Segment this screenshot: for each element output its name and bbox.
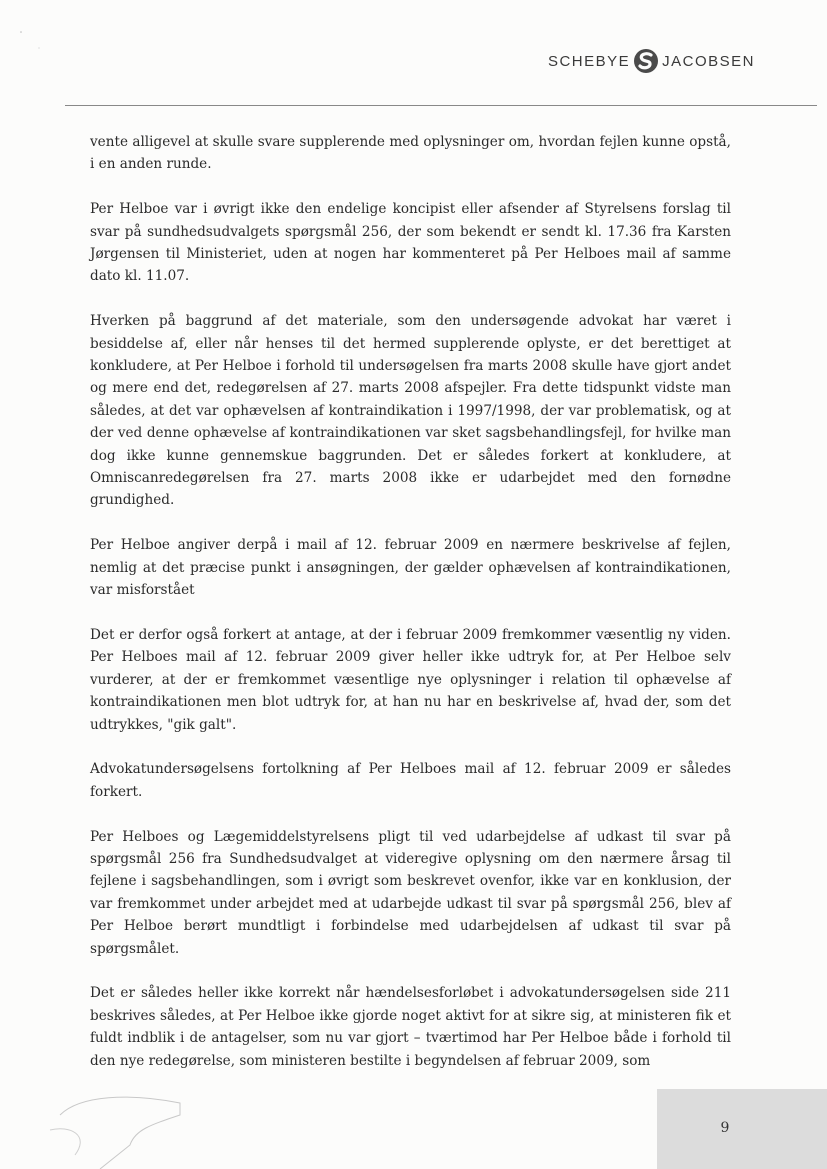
paragraph: Per Helboe angiver derpå i mail af 12. februar 2009 en nærmere beskrivelse af fejlen, nemlig at det præcise punkt i ansøgningen, der gælder ophævelsen af kontraindikationen, var misforstået	[90, 537, 731, 599]
document-body	[90, 131, 731, 1094]
header-divider	[65, 105, 817, 106]
company-logo	[548, 48, 755, 74]
scan-speck-decoration	[15, 28, 45, 58]
paragraph: Det er således heller ikke korrekt når hændelsesforløbet i advokatundersøgelsen side 211 beskrives således, at Per Helboe ikke gjorde noget aktivt for at sikre sig, at ministeren fik et fuldt indblik i de antagelser, som nu var gjort – tværtimod har Per Helboe både i forhold til den nye redegørelse, som ministeren bestilte i begyndelsen af februar 2009, som	[90, 985, 731, 1069]
paragraph: Per Helboe var i øvrigt ikke den endelige koncipist eller afsender af Styrelsens forslag til svar på sundhedsudvalgets spørgsmål 256, der som bekendt er sendt kl. 17.36 fra Karsten Jørgensen til Ministeriet, uden at nogen har kommenteret på Per Helboes mail af samme dato kl. 11.07.	[90, 201, 731, 285]
footer-watermark-decoration	[40, 1085, 210, 1169]
paragraph: Det er derfor også forkert at antage, at der i februar 2009 fremkommer væsentlig ny viden. Per Helboes mail af 12. februar 2009 giver heller ikke udtryk for, at Per Helboe selv vurderer, at der er fremkommet væsentlige nye oplysninger i relation til ophævelse af kontraindikationen men blot udtryk for, at han nu har en beskrivelse af, hvad der, som det udtrykkes, "gik galt".	[90, 626, 731, 733]
paragraph: vente alligevel at skulle svare supplerende med oplysninger om, hvordan fejlen kunne opstå, i en anden runde.	[90, 134, 731, 173]
paragraph: Per Helboes og Lægemiddelstyrelsens pligt til ved udarbejdelse af udkast til svar på spørgsmål 256 fra Sundhedsudvalget at videregive oplysning om den nærmere årsag til fejlene i sagsbehandlingen, som i øvrigt som beskrevet ovenfor, ikke var en konklusion, der var fremkommet under arbejdet med at udarbejde udkast til svar på spørgsmål 256, blev af Per Helboe berørt mundtligt i forbindelse med udarbejdelsen af udkast til svar på spørgsmålet.	[90, 828, 731, 957]
logo-text-left: SCHEBYE	[547, 52, 631, 70]
paragraph: Advokatundersøgelsens fortolkning af Per Helboes mail af 12. februar 2009 er således forkert.	[90, 761, 731, 800]
paragraph: Hverken på baggrund af det materiale, som den undersøgende advokat har været i besiddelse af, eller når henses til det hermed supplerende oplyste, er det berettiget at konkludere, at Per Helboe i forhold til undersøgelsen fra marts 2008 skulle have gjort andet og mere end det, redegørelsen af 27. marts 2008 afspejler. Fra dette tidspunkt vidste man således, at det var ophævelsen af kontraindikation i 1997/1998, der var problematisk, og at der ved denne ophævelse af kontraindikationen var sket sagsbehandlingsfejl, for hvilke man dog ikke kunne gennemskue baggrunden. Det er således forkert at konkludere, at Omniscanredegørelsen fra 27. marts 2008 ikke er udarbejdet med den fornødne grundighed.	[90, 313, 731, 509]
logo-text-right: JACOBSEN	[662, 52, 755, 70]
page-number: 9	[720, 1120, 730, 1136]
sj-emblem-icon	[633, 48, 659, 74]
